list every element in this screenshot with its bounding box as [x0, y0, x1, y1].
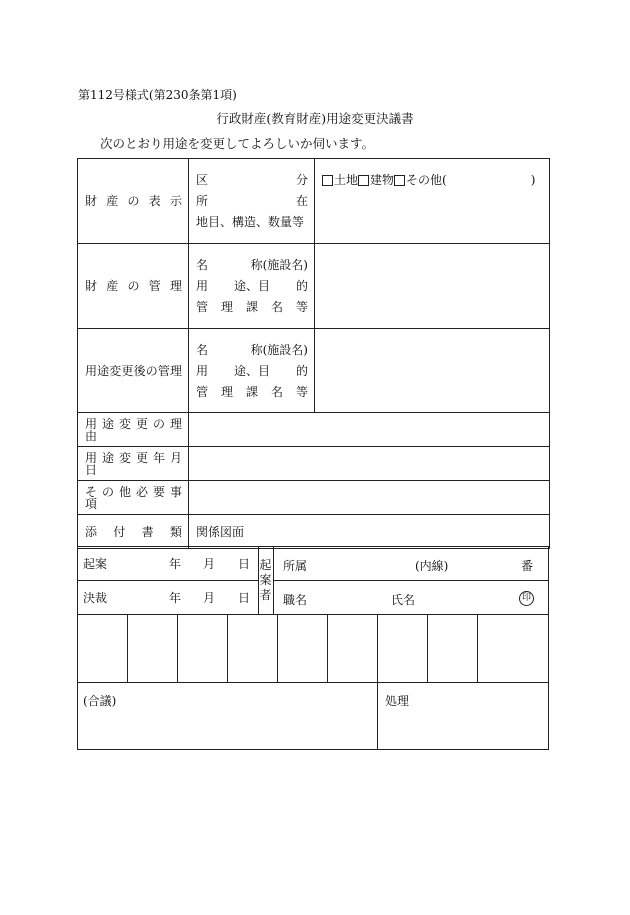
drafter-label: 起 案 者: [259, 557, 272, 602]
attachments-row: [78, 515, 550, 549]
attachments-label: 添 付 書 類: [78, 515, 189, 549]
extension-label: (内線): [415, 559, 449, 573]
property-management-subitems: 名 称(施設名) 用 途、目 的 管 理 課 名 等: [189, 244, 315, 329]
drafted-day: 日: [238, 556, 251, 571]
processing-label: 処理: [385, 694, 410, 708]
change-date-value[interactable]: [189, 447, 550, 481]
property-display-row: [78, 159, 550, 244]
attachments-value[interactable]: 関係図面: [189, 515, 550, 549]
stamp-cell[interactable]: [227, 614, 278, 683]
property-management-value[interactable]: [315, 244, 550, 329]
drafted-month: 月: [203, 556, 216, 571]
job-title-label: 職名: [283, 593, 308, 607]
decided-label: 決裁: [83, 590, 108, 605]
decided-day: 日: [238, 590, 251, 605]
property-display-subitems: 区 分 所 在 地目、構造、数量等: [189, 159, 315, 244]
stamp-cell[interactable]: [77, 614, 128, 683]
category-checkboxes: 土地 建物 その他( ): [322, 174, 549, 186]
stamp-cell[interactable]: [277, 614, 328, 683]
change-date-label: 用 途 変 更 年 月 日: [78, 447, 189, 481]
drafted-year: 年: [169, 556, 182, 571]
consultation-cell[interactable]: [77, 682, 378, 750]
stamp-cell[interactable]: [427, 614, 478, 683]
name-label: 氏名: [391, 593, 416, 607]
document-title: 行政財産(教育財産)用途変更決議書: [216, 111, 414, 126]
stamp-cell[interactable]: [377, 614, 428, 683]
affiliation-cell[interactable]: [273, 546, 549, 581]
change-date-row: [78, 447, 550, 481]
intro-text: 次のとおり用途を変更してよろしいか伺います。: [100, 136, 375, 151]
property-display-label: 財 産 の 表 示: [78, 159, 189, 244]
change-reason-label: 用 途 変 更 の 理 由: [78, 413, 189, 447]
post-change-management-row: [78, 329, 550, 413]
decided-month: 月: [203, 590, 216, 605]
change-reason-row: [78, 413, 550, 447]
stamp-cell[interactable]: [127, 614, 178, 683]
stamp-cell[interactable]: [477, 614, 549, 683]
resolution-table: [77, 158, 550, 549]
property-display-value[interactable]: [315, 159, 550, 244]
affiliation-label: 所属: [283, 559, 308, 573]
checkbox-other[interactable]: [394, 175, 405, 186]
checkbox-land[interactable]: [322, 175, 333, 186]
decided-year: 年: [169, 590, 182, 605]
seal-mark-icon: 印: [519, 591, 534, 606]
stamp-cell[interactable]: [177, 614, 228, 683]
approval-block: [77, 546, 549, 750]
property-management-label: 財 産 の 管 理: [78, 244, 189, 329]
form-number: 第112号様式(第230条第1項): [78, 88, 237, 102]
checkbox-building[interactable]: [358, 175, 369, 186]
other-items-label: そ の 他 必 要 事 項: [78, 481, 189, 515]
post-change-management-subitems: 名 称(施設名) 用 途、目 的 管 理 課 名 等: [189, 329, 315, 413]
other-items-row: [78, 481, 550, 515]
property-management-row: [78, 244, 550, 329]
post-change-management-label: 用途変更後の管理: [78, 329, 189, 413]
number-suffix: 番: [521, 559, 534, 573]
drafted-label: 起案: [83, 556, 108, 571]
consultation-label: (合議): [83, 694, 117, 708]
change-reason-value[interactable]: [189, 413, 550, 447]
stamp-cell[interactable]: [327, 614, 378, 683]
other-items-value[interactable]: [189, 481, 550, 515]
post-change-management-value[interactable]: [315, 329, 550, 413]
